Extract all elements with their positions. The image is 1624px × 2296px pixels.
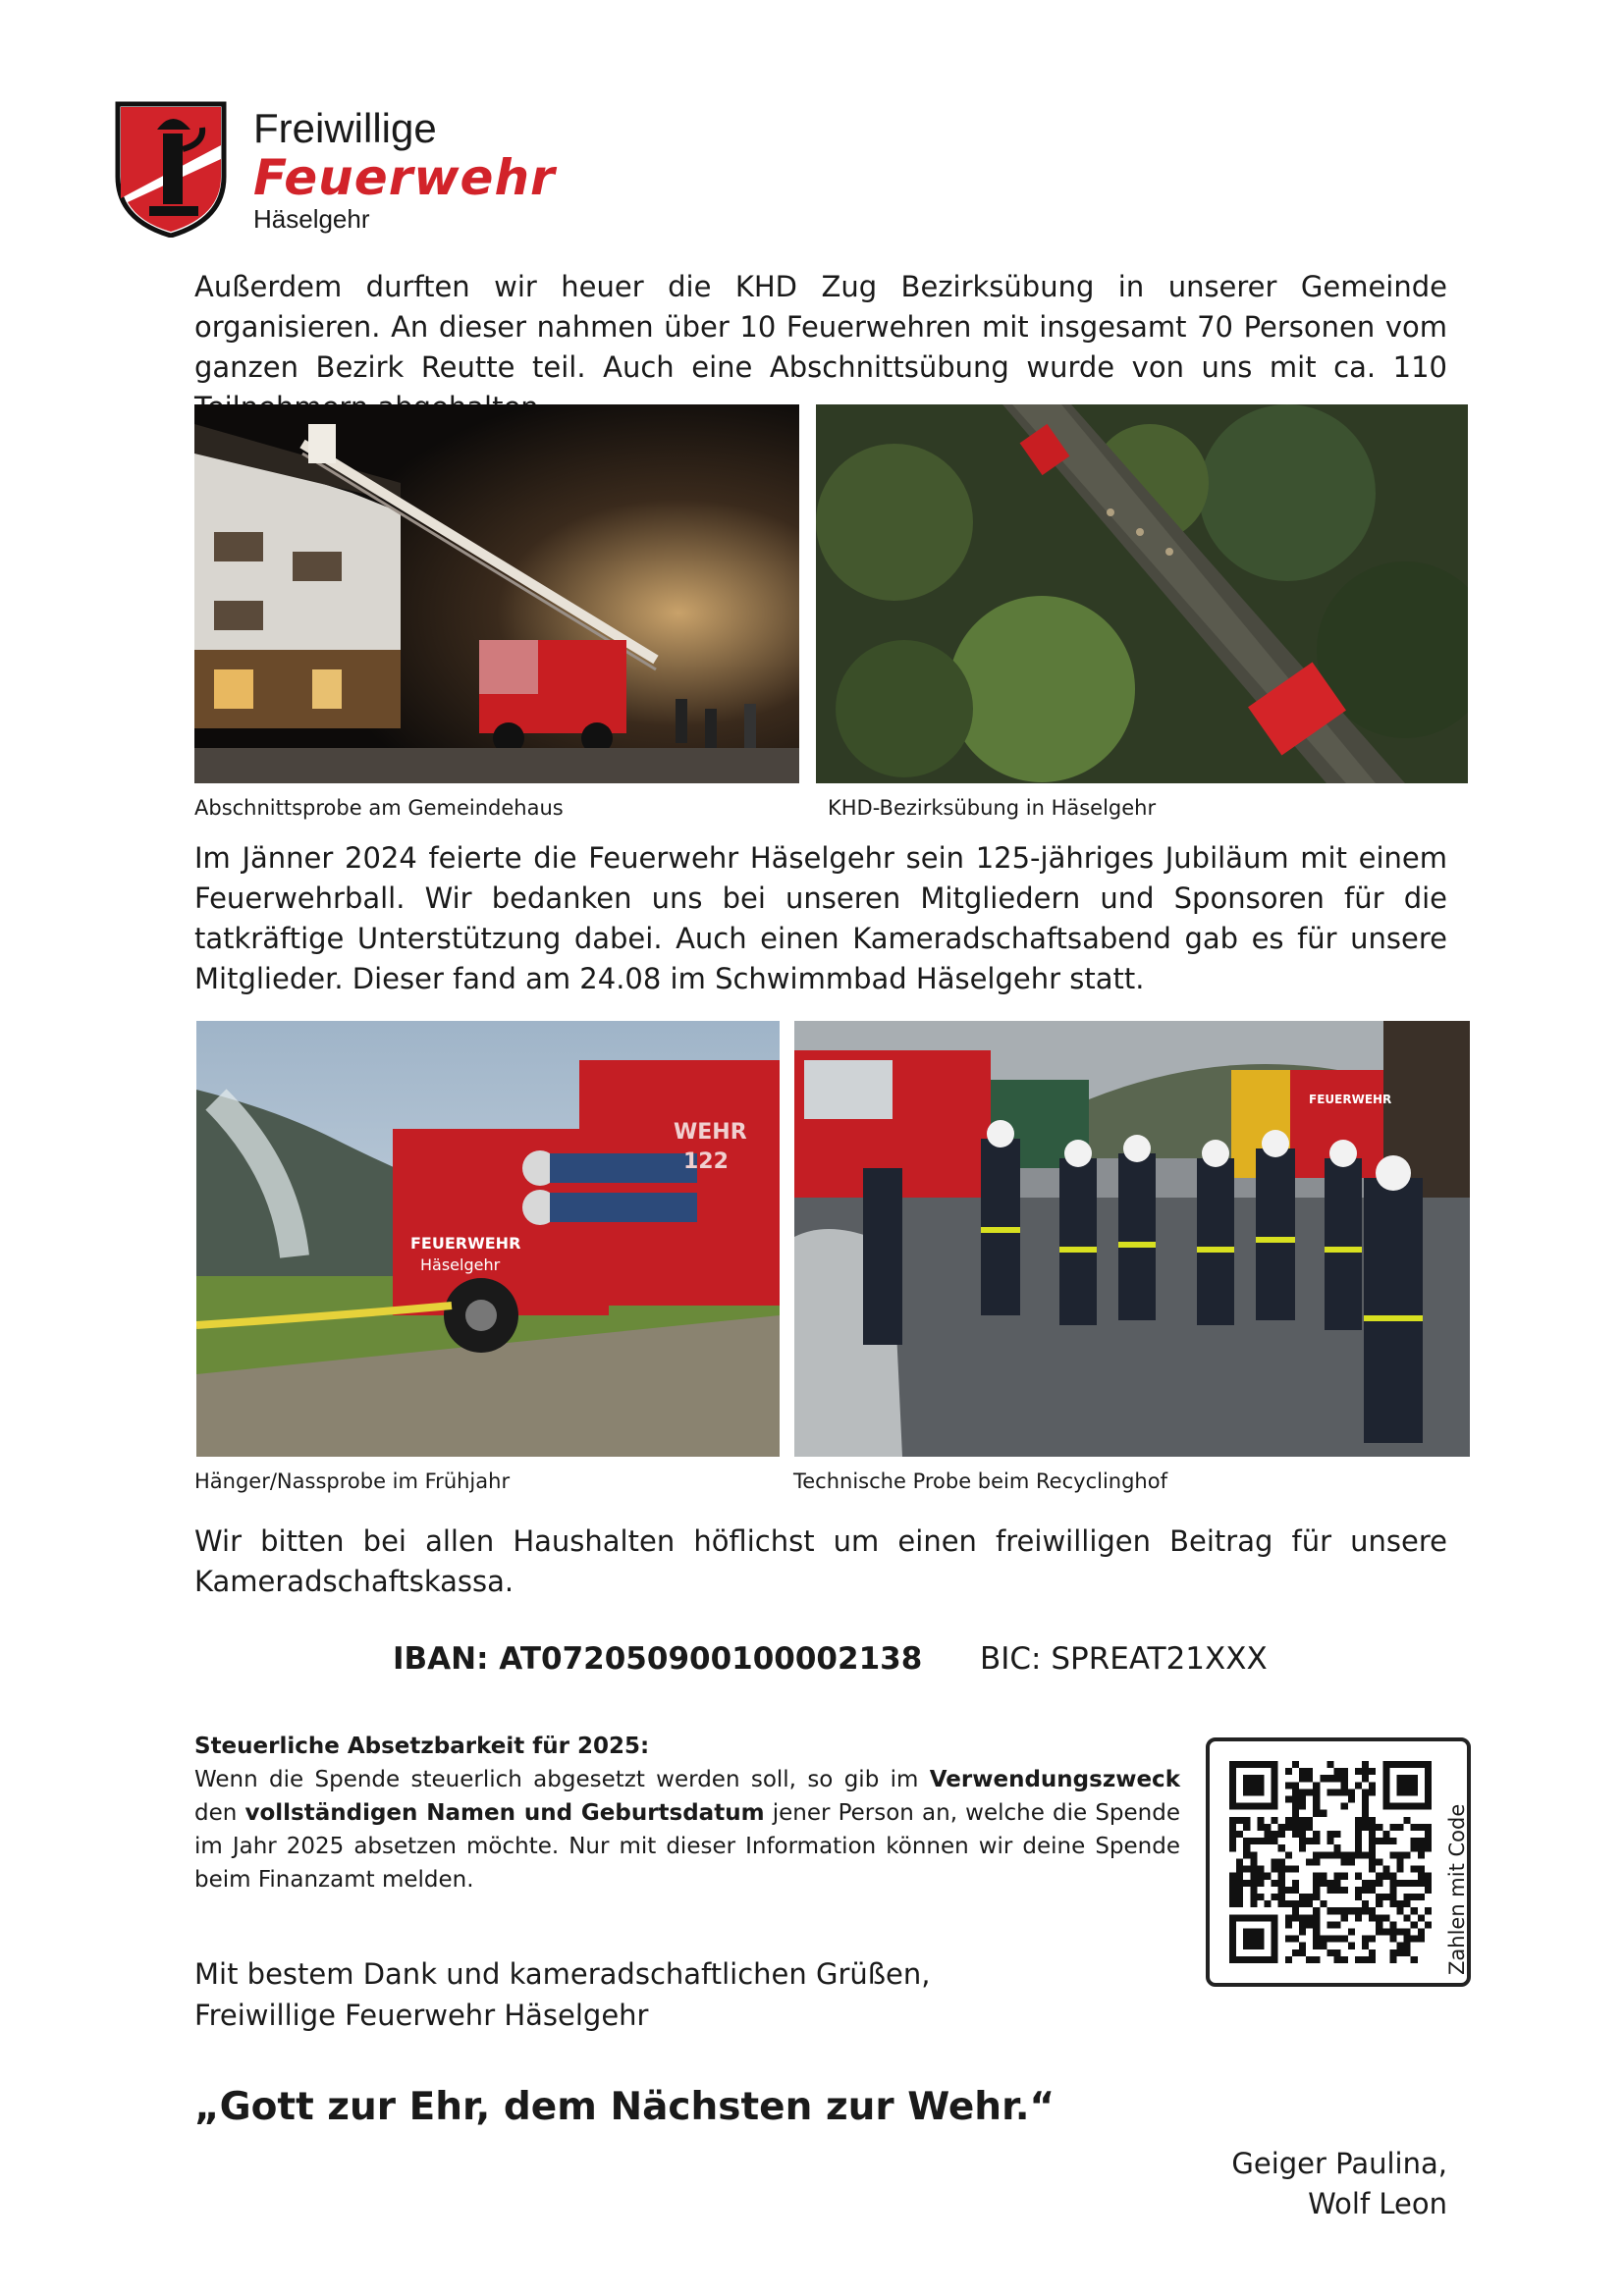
photo-aerial-forest-exercise bbox=[816, 404, 1468, 783]
tax-body-bold-1: Verwendungszweck bbox=[929, 1767, 1180, 1792]
signer-2: Wolf Leon bbox=[1308, 2187, 1447, 2220]
qr-payment-box[interactable] bbox=[1206, 1737, 1471, 1987]
motto: „Gott zur Ehr, dem Nächsten zur Wehr.“ bbox=[194, 2085, 1056, 2129]
donation-request-paragraph: Wir bitten bei allen Haushalten höflichst um einen freiwilligen Beitrag für unsere Kameradschaftskassa. bbox=[194, 1524, 1447, 1598]
logo-wordmark bbox=[253, 106, 556, 234]
fire-brigade-emblem bbox=[114, 100, 228, 238]
photo1-caption: Abschnittsprobe am Gemeindehaus bbox=[194, 796, 564, 820]
truck-label-wehr: WEHR bbox=[674, 1120, 747, 1145]
trailer-label-location: Häselgehr bbox=[420, 1255, 501, 1274]
building-sign: FEUERWEHR bbox=[1309, 1093, 1392, 1106]
logo-line-location: Häselgehr bbox=[253, 204, 370, 234]
photo4-caption: Technische Probe beim Recyclinghof bbox=[793, 1469, 1167, 1493]
signers bbox=[1231, 2144, 1447, 2224]
tax-body-text-1: Wenn die Spende steuerlich abgesetzt werden soll, so gib im bbox=[194, 1767, 930, 1792]
truck-label-number: 122 bbox=[683, 1149, 729, 1174]
logo-line-freiwillige: Freiwillige bbox=[253, 105, 437, 151]
tax-body-bold-2: vollständigen Namen und Geburtsdatum bbox=[244, 1800, 765, 1826]
photo2-caption: KHD-Bezirksübung in Häselgehr bbox=[828, 796, 1157, 820]
bic: BIC: SPREAT21XXX bbox=[980, 1641, 1268, 1677]
tax-body-text-3: jener Person an, welche die Spende im Jahr 2025 absetzen möchte. Nur mit dieser Information können wir deine Spende beim Finanzamt melden. bbox=[194, 1800, 1181, 1893]
qr-code[interactable] bbox=[1229, 1761, 1432, 1963]
photo3-caption: Hänger/Nassprobe im Frühjahr bbox=[194, 1469, 511, 1493]
closing-greeting bbox=[194, 1953, 930, 2036]
iban: IBAN: AT072050900100002138 bbox=[393, 1641, 923, 1677]
tax-body-text-2: den bbox=[194, 1800, 245, 1826]
greeting-sender: Freiwillige Feuerwehr Häselgehr bbox=[194, 1999, 649, 2032]
photo-night-ladder-exercise bbox=[194, 404, 799, 783]
greeting-line: Mit bestem Dank und kameradschaftlichen Grüßen, bbox=[194, 1957, 931, 1991]
trailer-label-feuerwehr: FEUERWEHR bbox=[410, 1234, 521, 1253]
tax-title: Steuerliche Absetzbarkeit für 2025: bbox=[194, 1734, 650, 1759]
qr-label: Zahlen mit Code bbox=[1445, 1803, 1469, 1975]
logo-line-feuerwehr: Feuerwehr bbox=[253, 149, 556, 206]
photo-recycling-yard-drill bbox=[794, 1021, 1470, 1457]
anniversary-paragraph: Im Jänner 2024 feierte die Feuerwehr Häselgehr sein 125-jähriges Jubiläum mit einem Feuerwehrball. Wir bedanken uns bei unseren Mitgliedern und Sponsoren für die tatkräftige Unterstützung dabei. Auch einen Kameradschaftsabend gab es für unsere Mitglieder. Dieser fand am 24.08 im Schwimmbad Häselgehr statt. bbox=[194, 841, 1447, 995]
intro-paragraph: Außerdem durften wir heuer die KHD Zug Bezirksübung in unserer Gemeinde organisieren. An dieser nahmen über 10 Feuerwehren mit insgesamt 70 Personen vom ganzen Bezirk Reutte teil. Auch eine Abschnittsübung wurde von uns mit ca. 110 bbox=[194, 270, 1447, 384]
photo-trailer-pump-test bbox=[196, 1021, 780, 1457]
signer-1: Geiger Paulina, bbox=[1231, 2147, 1447, 2180]
tax-body bbox=[194, 1763, 1180, 1896]
